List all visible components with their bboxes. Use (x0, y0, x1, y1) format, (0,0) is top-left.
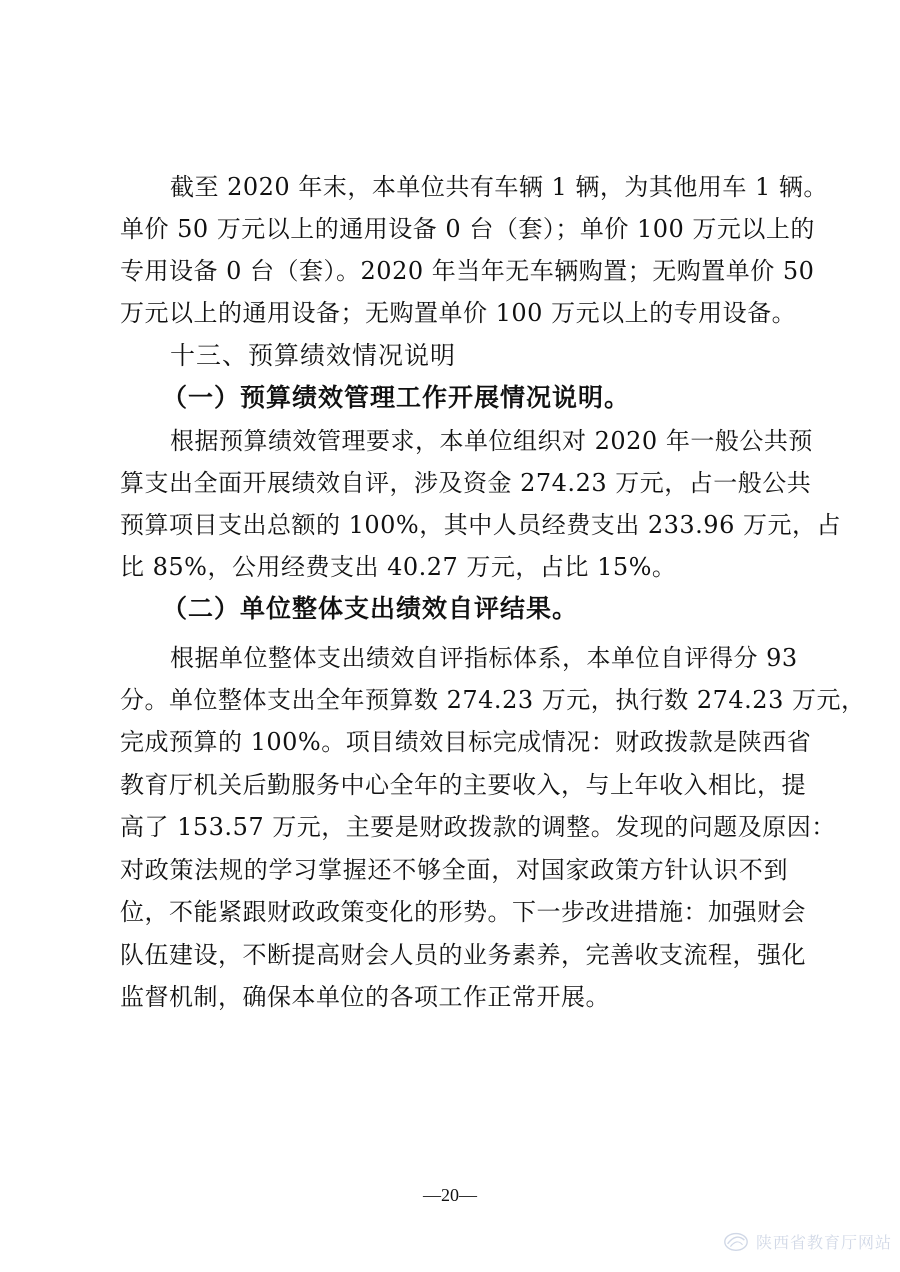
ministry-logo-icon (722, 1228, 750, 1254)
paragraph-line: 专用设备 0 台（套）。2020 年当年无车辆购置；无购置单价 50 (120, 257, 815, 285)
paragraph-line: 根据预算绩效管理要求，本单位组织对 2020 年一般公共预 (170, 427, 813, 455)
paragraph-line: 监督机制，确保本单位的各项工作正常开展。 (120, 983, 610, 1011)
subheading-results: （二）单位整体支出绩效自评结果。 (162, 594, 579, 623)
section-heading: 十三、预算绩效情况说明 (170, 341, 457, 370)
paragraph-line: 预算项目支出总额的 100%，其中人员经费支出 233.96 万元，占 (120, 511, 841, 539)
paragraph-line: 队伍建设，不断提高财会人员的业务素养，完善收支流程，强化 (120, 941, 806, 969)
paragraph-line: 截至 2020 年末，本单位共有车辆 1 辆，为其他用车 1 辆。 (170, 173, 828, 201)
subheading-management: （一）预算绩效管理工作开展情况说明。 (162, 383, 631, 412)
paragraph-line: 对政策法规的学习掌握还不够全面，对国家政策方针认识不到 (120, 856, 788, 884)
paragraph-line: 完成预算的 100%。项目绩效目标完成情况：财政拨款是陕西省 (120, 728, 812, 756)
paragraph-line: 算支出全面开展绩效自评，涉及资金 274.23 万元，占一般公共 (120, 469, 812, 497)
paragraph-line: 单价 50 万元以上的通用设备 0 台（套）；单价 100 万元以上的 (120, 215, 815, 243)
watermark-text: 陕西省教育厅网站 (755, 1232, 892, 1252)
site-watermark (722, 1226, 892, 1256)
paragraph-line: 比 85%，公用经费支出 40.27 万元，占比 15%。 (120, 553, 677, 581)
paragraph-line: 根据单位整体支出绩效自评指标体系，本单位自评得分 93 (170, 644, 798, 672)
paragraph-line: 分。单位整体支出全年预算数 274.23 万元，执行数 274.23 万元， (120, 686, 866, 714)
paragraph-line: 位，不能紧跟财政政策变化的形势。下一步改进措施：加强财会 (120, 898, 806, 926)
page-number: —20— (423, 1185, 477, 1205)
paragraph-line: 高了 153.57 万元，主要是财政拨款的调整。发现的问题及原因： (120, 813, 836, 841)
paragraph-line: 万元以上的通用设备；无购置单价 100 万元以上的专用设备。 (120, 299, 797, 327)
paragraph-line: 教育厅机关后勤服务中心全年的主要收入，与上年收入相比，提 (120, 771, 806, 799)
